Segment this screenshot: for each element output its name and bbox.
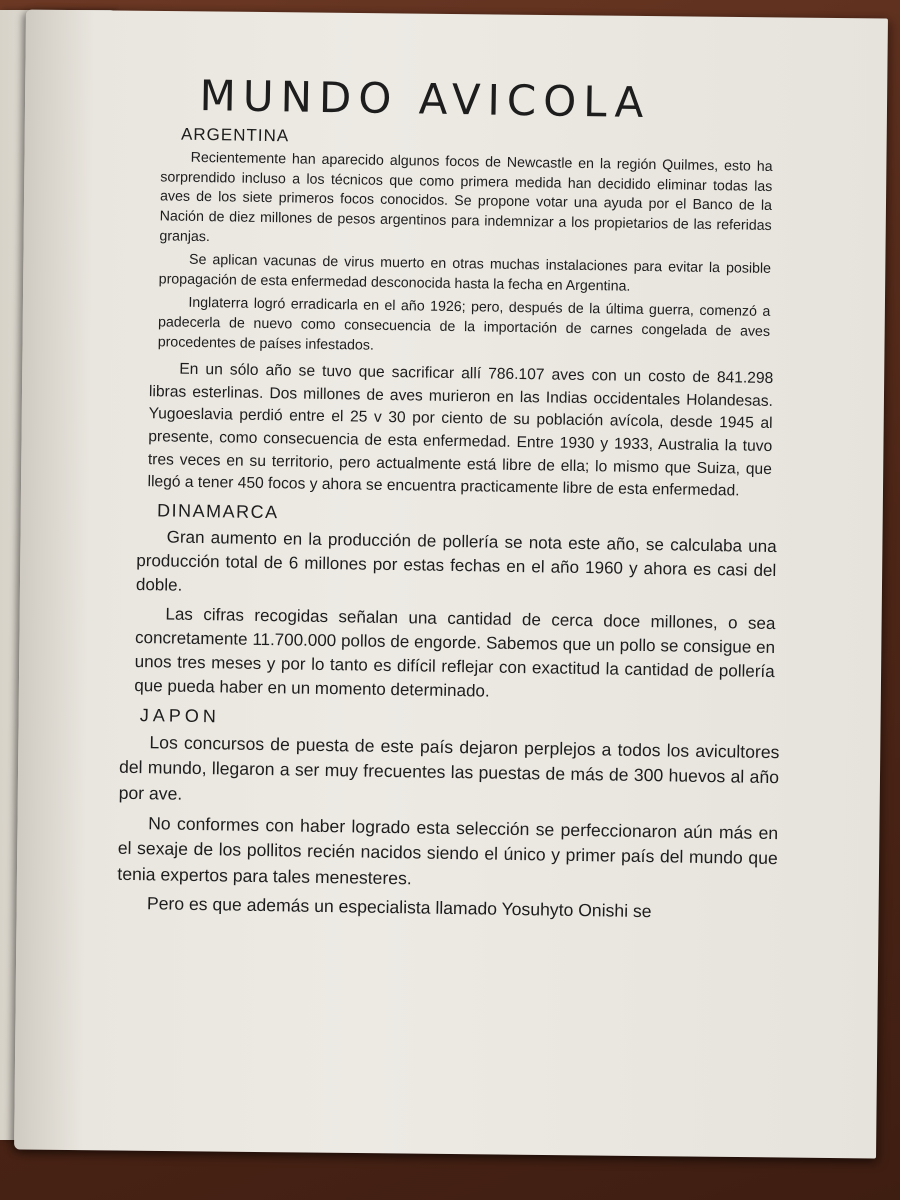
section-heading-dinamarca: DINAMARCA bbox=[156, 500, 279, 522]
paragraph: Gran aumento en la producción de pollería se nota este año, se calculaba una producción total de 6 millones por estas fechas en el año 1960 y ahora es casi del doble. bbox=[135, 527, 777, 596]
paragraph: Inglaterra logró erradicarla en el año 1926; pero, después de la última guerra, comenzó a padecerla de nuevo como consecuencia de la importación de carnes congelada de aves procedentes de países infestados. bbox=[157, 295, 771, 354]
paragraph: Pero es que además un especialista llamado Yosuhyto Onishi se bbox=[146, 893, 652, 922]
paragraph: En un sólo año se tuvo que sacrificar allí 786.107 aves con un costo de 841.298 libras esterlinas. Dos millones de aves murieron en las Indias occidentales Holandesas. Yugoeslavia perdió entre el 25 v 30 por ciento de su población avícola, desde 1945 al presente, como consecuencia de esta enfermedad. Entre 1930 y 1933, Australia la tuvo tres veces en su territorio, pero actualmente está libre de ella; lo mismo que Suiza, que llegó a tener 450 focos y ahora se encuentra practicamente libre de esta enfermedad. bbox=[147, 360, 774, 500]
section-argentina bbox=[158, 125, 774, 363]
section-japon bbox=[117, 705, 780, 927]
section-dinamarca bbox=[134, 500, 777, 709]
paragraph: No conformes con haber logrado esta selección se perfeccionaron aún más en el sexaje de los pollitos recién nacidos siendo el único y primer país del mundo que tenia expertos para tales menesteres. bbox=[117, 812, 779, 889]
section-heading-japon: JAPON bbox=[139, 704, 221, 727]
paragraph: Los concursos de puesta de este país dejaron perplejos a todos los avicultores del mundo, llegaron a ser muy frecuentes las puestas de más de 300 huevos al año por ave. bbox=[118, 731, 780, 804]
paragraph: Se aplican vacunas de virus muerto en otras muchas instalaciones para evitar la posible propagación de esta enfermedad desconocida hasta la fecha en Argentina. bbox=[158, 251, 772, 295]
section-argentina-continued bbox=[147, 358, 773, 503]
page-content bbox=[117, 70, 780, 933]
paragraph: Recientemente han aparecido algunos focos de Newcastle en la región Quilmes, esto ha sorprendido incluso a los técnicos que como primera medida han decidido eliminar todas las aves de los siete primeros focos conocidos. Se propone votar una ayuda por el Banco de la Nación de diez millones de pesos argentinos para indemnizar a los propietarios de las referidas granjas. bbox=[159, 149, 773, 245]
section-heading-argentina: ARGENTINA bbox=[180, 124, 290, 146]
page-title: MUNDO AVICOLA bbox=[199, 70, 651, 128]
paragraph: Las cifras recogidas señalan una cantidad de cerca doce millones, o sea concretamente 11.700.000 pollos de engorde. Sabemos que un pollo se consigue en unos tres meses y por lo tanto es difícil reflejar con exactitud la cantidad de pollería que pueda haber en un momento determinado. bbox=[134, 604, 776, 702]
